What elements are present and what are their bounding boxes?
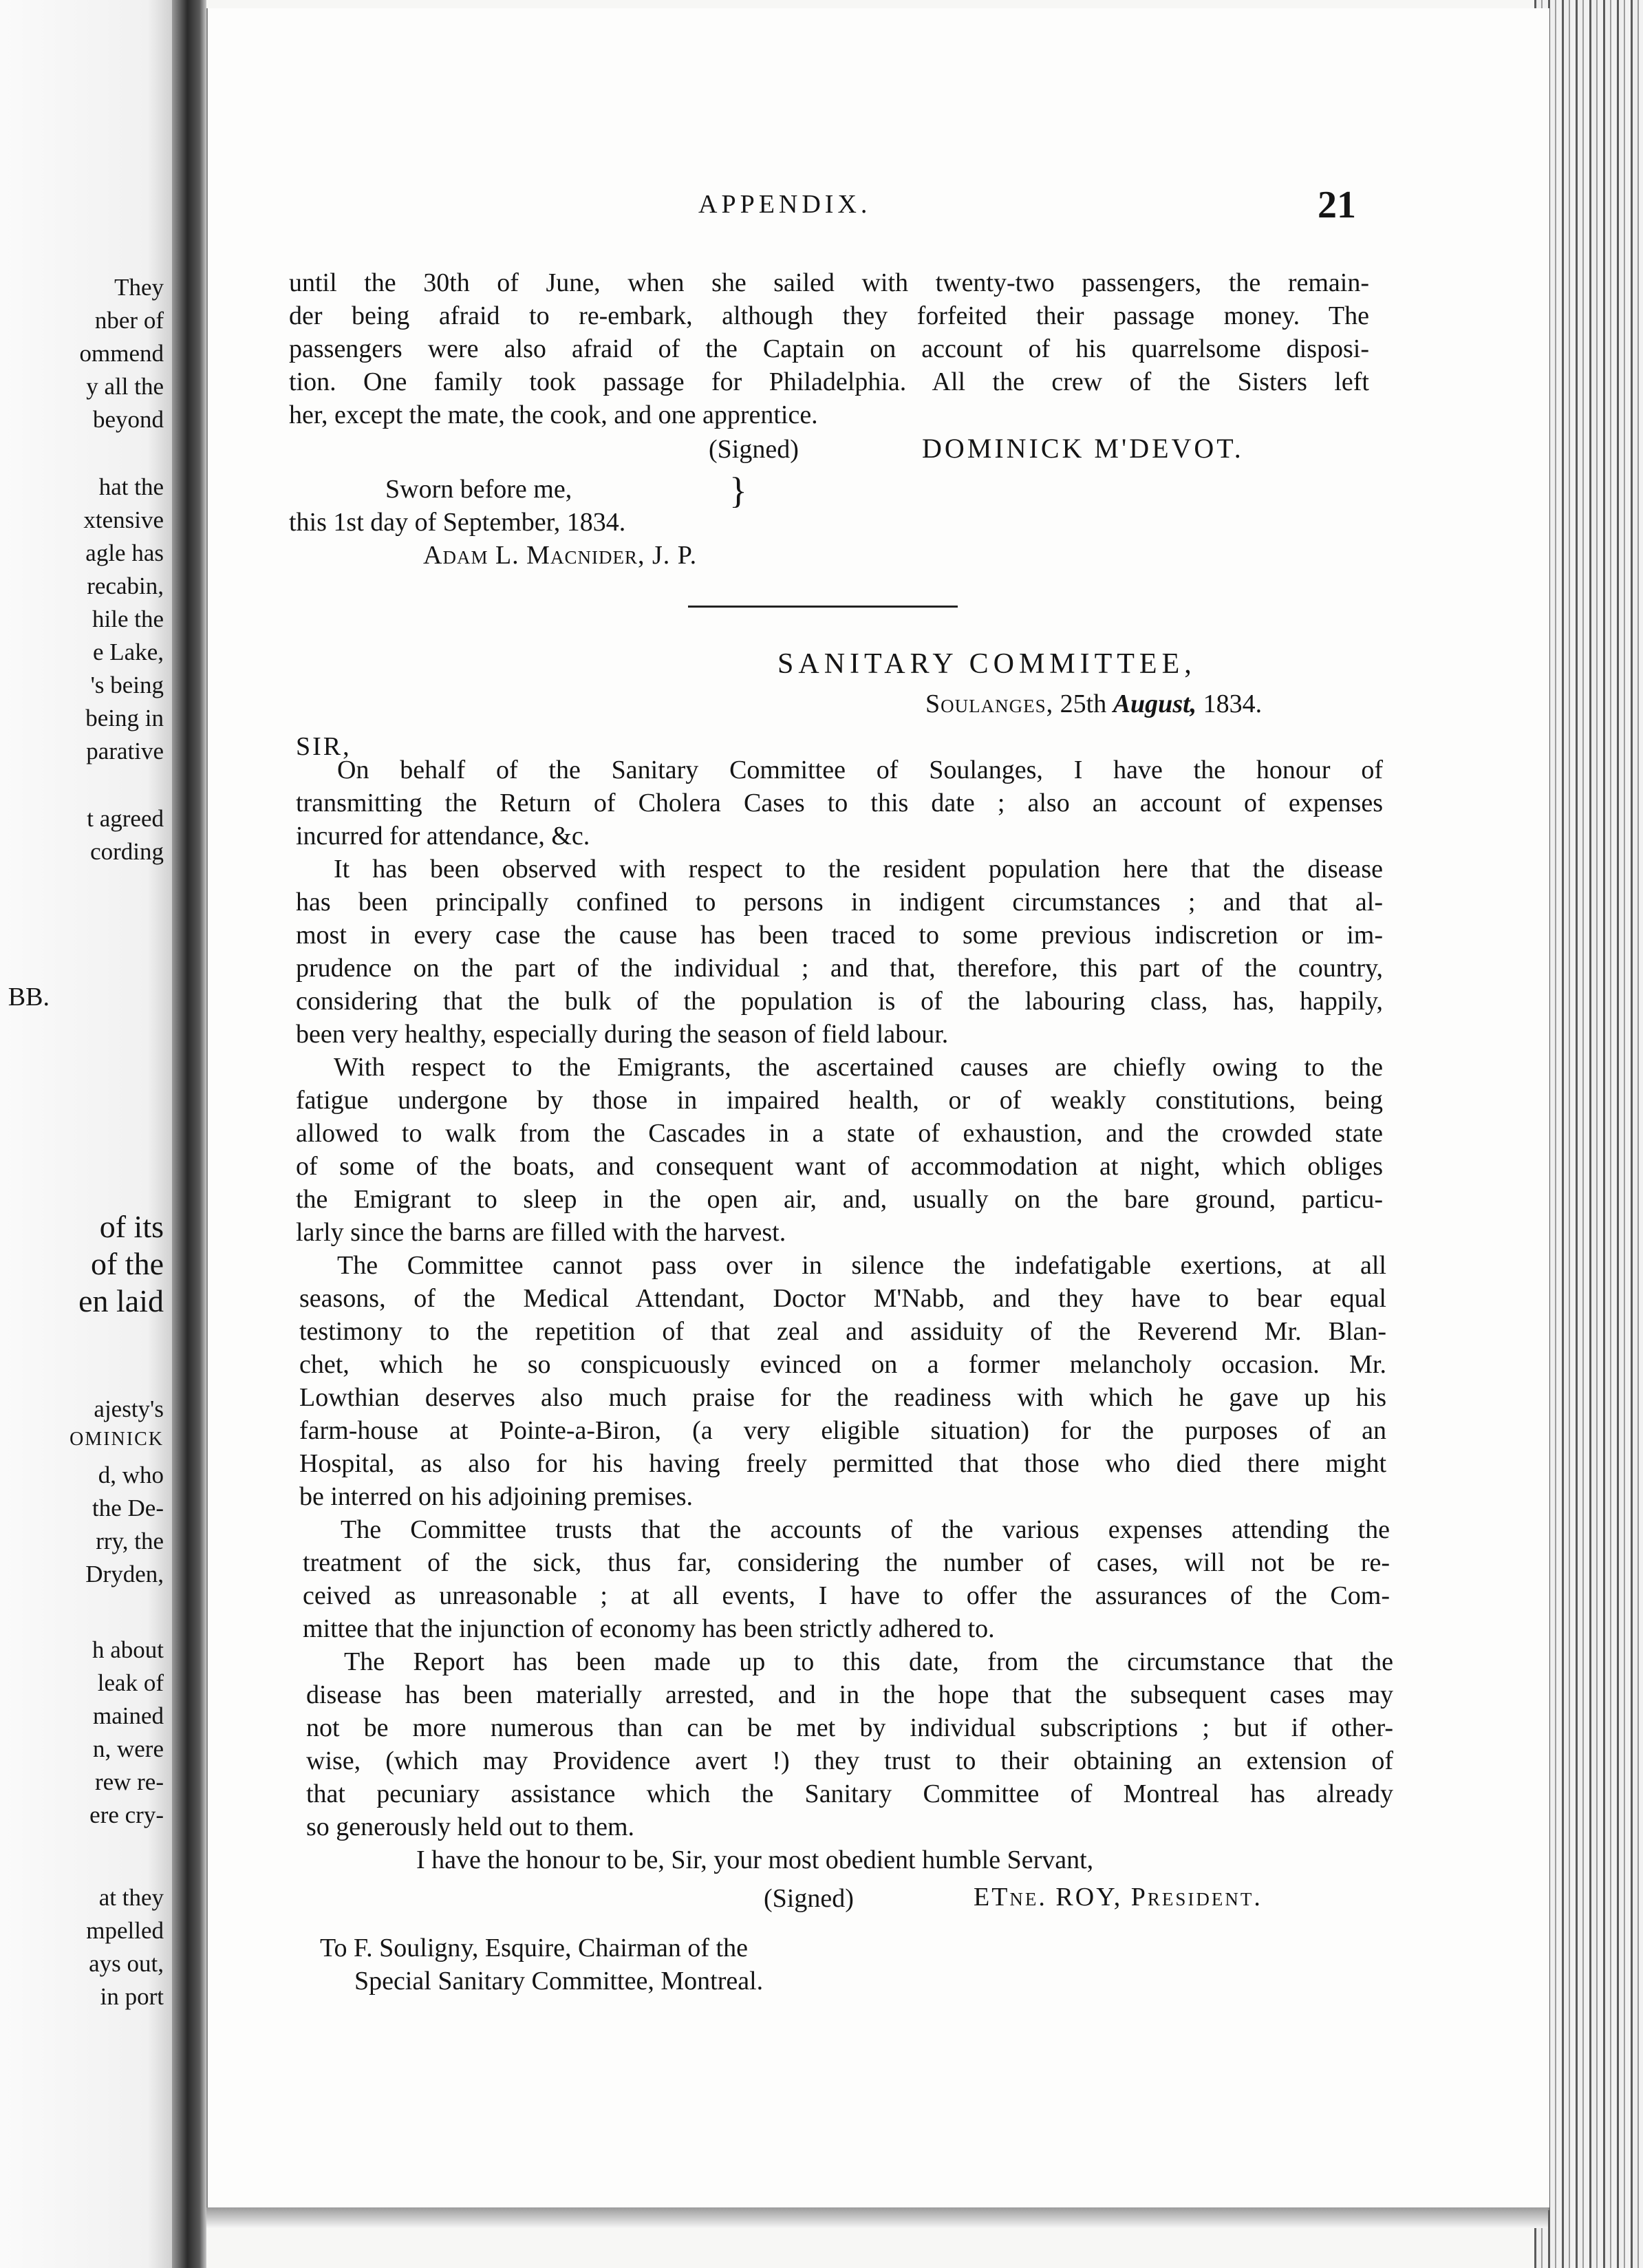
text-line: der being afraid to re-embark, although they forfeited their passage money. The bbox=[289, 301, 1369, 330]
page-number: 21 bbox=[1318, 184, 1356, 226]
text-line: On behalf of the Sanitary Committee of Soulanges, I have the honour of bbox=[337, 756, 1383, 784]
text-line: wise, (which may Providence avert !) they trust to their obtaining an extension of bbox=[306, 1746, 1393, 1775]
left-page-fragment: mained bbox=[92, 1702, 164, 1729]
left-page-fragment: in port bbox=[100, 1983, 164, 2010]
running-head: APPENDIX. bbox=[698, 190, 872, 219]
left-page-fragment: y all the bbox=[86, 373, 164, 400]
left-page-fragment: 's being bbox=[90, 672, 164, 698]
left-page-edge bbox=[0, 0, 173, 2268]
left-page-fragment: mpelled bbox=[86, 1917, 164, 1944]
page-bottom-shadow bbox=[206, 2207, 1548, 2228]
page-edges bbox=[1534, 0, 1643, 2268]
signed-label: (Signed) bbox=[764, 1884, 854, 1913]
left-page-fragment: ays out, bbox=[89, 1950, 164, 1977]
address-line: Special Sanitary Committee, Montreal. bbox=[354, 1967, 764, 1996]
left-page-fragment: xtensive bbox=[83, 506, 164, 533]
left-page-fragment: recabin, bbox=[87, 573, 164, 599]
closing-line: I have the honour to be, Sir, your most obedient humble Servant, bbox=[416, 1846, 1094, 1874]
left-page-fragment: nber of bbox=[94, 307, 164, 334]
left-page-fragment: of the bbox=[90, 1246, 164, 1281]
text-line: treatment of the sick, thus far, considering the number of cases, will not be re- bbox=[303, 1548, 1390, 1577]
text-line: not be more numerous than can be met by individual subscriptions ; but if other- bbox=[306, 1713, 1393, 1742]
dateline-day: 25th bbox=[1060, 689, 1107, 718]
left-page-fragment: cording bbox=[90, 838, 164, 865]
text-line: so generously held out to them. bbox=[306, 1812, 635, 1841]
text-line: mittee that the injunction of economy has been strictly adhered to. bbox=[303, 1614, 995, 1643]
left-page-fragment: en laid bbox=[78, 1283, 164, 1318]
left-page-fragment: ajesty's bbox=[94, 1395, 164, 1422]
text-line: farm-house at Pointe-a-Biron, (a very eligible situation) for the purposes of an bbox=[299, 1416, 1386, 1445]
text-line: been very healthy, especially during the season of field labour. bbox=[296, 1020, 949, 1049]
left-page-fragment: rew re- bbox=[94, 1768, 164, 1795]
left-page-fragment: leak of bbox=[97, 1669, 164, 1696]
text-line: that pecuniary assistance which the Sanitary Committee of Montreal has already bbox=[306, 1779, 1393, 1808]
sworn-line: this 1st day of September, 1834. bbox=[289, 508, 626, 537]
text-line: passengers were also afraid of the Captain on account of his quarrelsome disposi- bbox=[289, 334, 1369, 363]
left-page-fragment: at they bbox=[98, 1884, 164, 1911]
left-page-fragment: ommend bbox=[79, 340, 164, 367]
text-line: transmitting the Return of Cholera Cases to this date ; also an account of expenses bbox=[296, 789, 1383, 817]
text-line: The Committee cannot pass over in silence the indefatigable exertions, at all bbox=[337, 1251, 1386, 1280]
left-page-fragment: Dryden, bbox=[85, 1561, 164, 1587]
text-line: With respect to the Emigrants, the ascertained causes are chiefly owing to the bbox=[334, 1053, 1383, 1082]
left-page-fragment: beyond bbox=[92, 406, 164, 433]
text-line: chet, which he so conspicuously evinced on a former melancholy occasion. Mr. bbox=[299, 1350, 1386, 1379]
text-line: be interred on his adjoining premises. bbox=[299, 1482, 693, 1511]
bracket-mark: } bbox=[729, 470, 747, 511]
text-line: testimony to the repetition of that zeal and assiduity of the Reverend Mr. Blan- bbox=[299, 1317, 1386, 1346]
justice-signature: Adam L. Macnider, J. P. bbox=[423, 541, 698, 570]
left-page-fragment: n, were bbox=[92, 1735, 164, 1762]
dateline-month: August, bbox=[1113, 689, 1197, 718]
signed-label: (Signed) bbox=[709, 435, 799, 464]
text-line: Lowthian deserves also much praise for the readiness with which he gave up his bbox=[299, 1383, 1386, 1412]
text-line: considering that the bulk of the population is of the labouring class, has, happily, bbox=[296, 987, 1383, 1016]
text-line: The Report has been made up to this date, from the circumstance that the bbox=[344, 1647, 1393, 1676]
text-line: fatigue undergone by those in impaired health, or of weakly constitutions, being bbox=[296, 1086, 1383, 1115]
deponent-signature: DOMINICK M'DEVOT. bbox=[922, 433, 1244, 464]
left-page-fragment: hat the bbox=[98, 473, 164, 500]
left-page-fragment: h about bbox=[92, 1636, 164, 1663]
left-page-fragment: being in bbox=[85, 705, 164, 731]
left-page-fragment: They bbox=[114, 274, 164, 301]
left-page-fragment: e Lake, bbox=[93, 639, 164, 665]
text-line: of some of the boats, and consequent want of accommodation at night, which obliges bbox=[296, 1152, 1383, 1181]
sworn-line: Sworn before me, bbox=[385, 475, 572, 504]
left-page-fragment: t agreed bbox=[87, 805, 164, 832]
text-line: Hospital, as also for his having freely permitted that those who died there might bbox=[299, 1449, 1386, 1478]
text-line: her, except the mate, the cook, and one apprentice. bbox=[289, 400, 818, 429]
address-line: To F. Souligny, Esquire, Chairman of the bbox=[320, 1934, 748, 1962]
letter-dateline bbox=[925, 691, 1262, 717]
left-page-fragment: BB. bbox=[8, 983, 50, 1012]
left-page-fragment: of its bbox=[99, 1209, 164, 1244]
dateline-year: 1834. bbox=[1203, 689, 1263, 718]
text-line: has been principally confined to persons in indigent circumstances ; and that al- bbox=[296, 888, 1383, 917]
text-line: ceived as unreasonable ; at all events, I have to offer the assurances of the Com- bbox=[303, 1581, 1390, 1610]
book-gutter bbox=[172, 0, 206, 2268]
text-line: the Emigrant to sleep in the open air, and, usually on the bare ground, particu- bbox=[296, 1185, 1383, 1214]
text-line: seasons, of the Medical Attendant, Doctor M'Nabb, and they have to bear equal bbox=[299, 1284, 1386, 1313]
left-page-fragment: hile the bbox=[92, 606, 164, 632]
text-line: incurred for attendance, &c. bbox=[296, 822, 590, 850]
text-line: The Committee trusts that the accounts of the various expenses attending the bbox=[341, 1515, 1390, 1544]
text-line: larly since the barns are filled with the harvest. bbox=[296, 1218, 786, 1247]
text-line: prudence on the part of the individual ; and that, therefore, this part of the country, bbox=[296, 954, 1383, 983]
left-page-fragment: OMINICK bbox=[69, 1429, 164, 1450]
salutation: SIR, bbox=[296, 732, 352, 761]
left-page-fragment: the De- bbox=[92, 1495, 164, 1521]
letter-title: SANITARY COMMITTEE, bbox=[777, 648, 1196, 680]
left-page-fragment: agle has bbox=[85, 539, 164, 566]
section-divider bbox=[688, 606, 958, 608]
text-line: tion. One family took passage for Philadelphia. All the crew of the Sisters left bbox=[289, 367, 1369, 396]
text-line: most in every case the cause has been traced to some previous indiscretion or im- bbox=[296, 921, 1383, 950]
left-page-fragment: rry, the bbox=[96, 1528, 164, 1554]
text-line: disease has been materially arrested, and in the hope that the subsequent cases may bbox=[306, 1680, 1393, 1709]
text-line: It has been observed with respect to the resident population here that the disease bbox=[334, 855, 1383, 884]
text-line: until the 30th of June, when she sailed with twenty-two passengers, the remain- bbox=[289, 268, 1369, 297]
left-page-fragment: ere cry- bbox=[89, 1801, 164, 1828]
text-line: allowed to walk from the Cascades in a state of exhaustion, and the crowded state bbox=[296, 1119, 1383, 1148]
left-page-fragment: d, who bbox=[98, 1462, 164, 1488]
president-signature: ETne. ROY, President. bbox=[974, 1883, 1263, 1912]
left-page-fragment: parative bbox=[86, 738, 164, 764]
dateline-place: Soulanges, bbox=[925, 689, 1054, 718]
